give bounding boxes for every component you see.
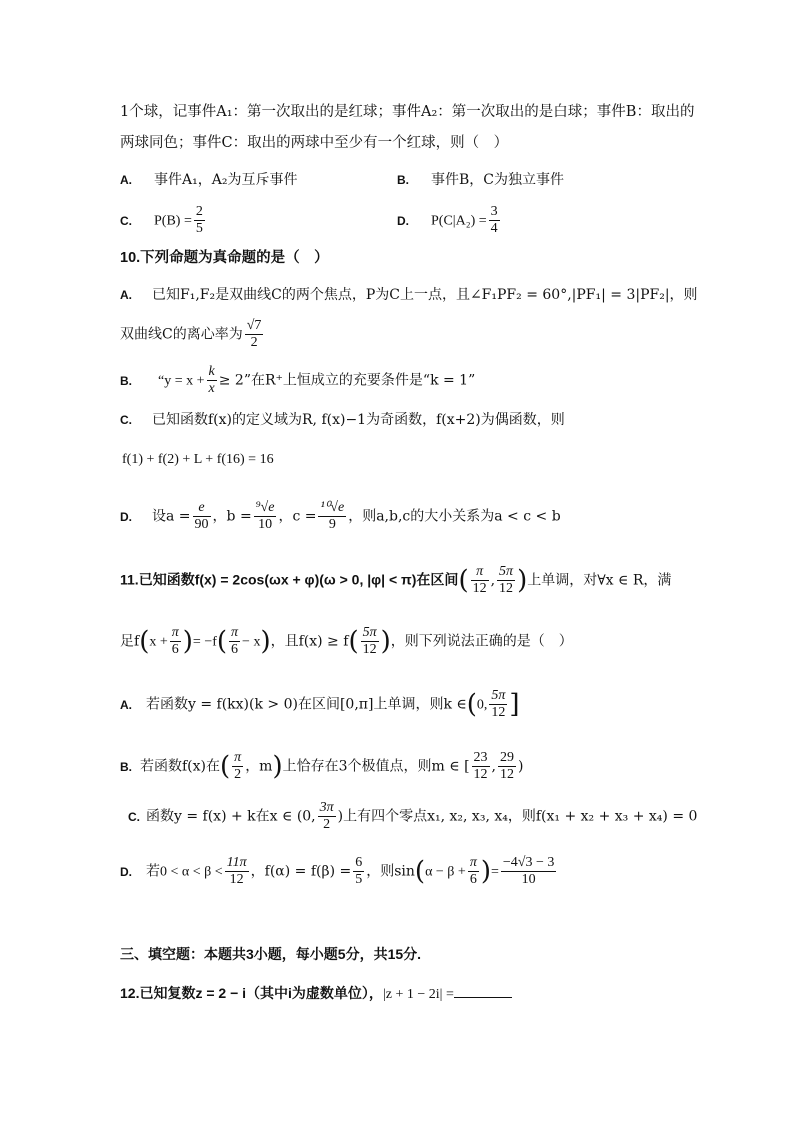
question-text: 上单调，对∀x ∈ R，满 <box>527 572 672 589</box>
math-text: = −f <box>192 634 217 650</box>
option-text: 已知函数f(x)的定义域为R, f(x)−1为奇函数，f(x+2)为偶函数，则 <box>152 412 565 428</box>
fraction <box>471 564 489 597</box>
fraction <box>472 750 490 783</box>
fraction <box>353 855 364 888</box>
option-text: 双曲线C的离心率为 <box>120 326 243 343</box>
numerator: 11π <box>226 855 247 870</box>
q11-option-d <box>120 855 558 888</box>
numerator: π <box>171 625 179 640</box>
math-text: − x <box>242 634 261 650</box>
question-text: ，则下列说法正确的是（ ） <box>390 633 573 650</box>
q9-stem-line1: 1个球，记事件A₁：第一次取出的是红球；事件A₂：第一次取出的是白球；事件B：取出的 <box>120 104 695 120</box>
denominator: 12 <box>473 767 488 782</box>
denominator: 12 <box>229 872 244 887</box>
q9-option-b <box>397 170 564 190</box>
fraction <box>318 500 346 533</box>
option-text: 上恰存在3个极值点，则m ∈ [ <box>282 758 470 775</box>
bracket: ( <box>348 626 359 657</box>
numerator: π <box>471 564 489 581</box>
denominator: 4 <box>490 221 498 236</box>
option-label: C. <box>128 809 140 824</box>
option-text: 已知F₁,F₂是双曲线C的两个焦点，P为C上一点，且∠F₁PF₂ = 60°,|PF₁| = 3|PF₂|，则 <box>152 287 698 303</box>
option-label: C. <box>120 413 132 427</box>
numerator: 5π <box>499 564 514 579</box>
q11-option-a <box>120 688 520 721</box>
denominator: 12 <box>472 581 487 596</box>
fraction <box>193 500 211 533</box>
option-math: P(B) = <box>154 213 192 229</box>
bracket: ) <box>380 626 391 657</box>
denominator: 2 <box>234 767 242 782</box>
q9-option-c <box>120 204 207 237</box>
option-text: 事件B，C为独立事件 <box>431 172 564 188</box>
option-label: D. <box>120 864 132 879</box>
option-text: 设a = <box>152 508 191 525</box>
numerator: e <box>193 500 211 517</box>
denominator: x <box>208 381 215 396</box>
q10-option-d <box>120 500 561 533</box>
option-text: ，c = <box>278 508 317 525</box>
question-text: 11.已知函数f(x) = 2cos(ωx + φ)(ω > 0, |φ| < π)在区间 <box>120 571 459 588</box>
denominator: 6 <box>231 642 239 657</box>
denominator: 12 <box>499 581 514 596</box>
denominator: 12 <box>500 767 514 782</box>
bracket: ) <box>517 565 528 596</box>
numerator: 5π <box>362 625 377 640</box>
numerator: √7 <box>246 318 262 333</box>
fraction <box>207 364 217 397</box>
option-math: “y = x + <box>158 373 205 389</box>
option-label: A. <box>120 697 132 712</box>
bracket: ( <box>458 565 469 596</box>
q12-stem <box>120 983 512 1005</box>
denominator: 5 <box>355 872 363 887</box>
q10-option-a <box>120 285 698 305</box>
q11-stem-line1: 11.已知函数f(x) = 2cos(ωx + φ)(ω > 0, |φ| < π)在区间( $\frac{\pi}{12}$ , $\frac{5\pi}{12}$ )上单调，对∀x ∈ R，满 <box>120 564 672 596</box>
q10-stem <box>120 248 329 268</box>
math-text: ，m <box>245 758 273 775</box>
fraction <box>361 625 379 658</box>
denominator: 9 <box>328 517 336 532</box>
bracket: ) <box>182 626 193 657</box>
option-label: B. <box>120 759 132 774</box>
denominator: 10 <box>258 517 273 532</box>
option-label: C. <box>120 213 132 228</box>
numerator: ⁹√e <box>255 500 275 515</box>
denominator: 6 <box>469 872 477 887</box>
numerator: 23 <box>473 750 488 765</box>
fraction <box>229 625 240 658</box>
denominator: 90 <box>194 517 209 532</box>
option-text: 事件A₁，A₂为互斥事件 <box>154 172 298 188</box>
bracket: ( <box>466 689 477 720</box>
denominator: 6 <box>171 642 179 657</box>
q10-option-c <box>120 410 565 430</box>
bracket: ( <box>216 626 228 657</box>
denominator: 2 <box>323 817 331 832</box>
option-text: 若函数y = f(kx)(k > 0)在区间[0,π]上单调，则k ∈ <box>146 696 467 713</box>
answer-blank[interactable] <box>454 983 512 998</box>
option-label: A. <box>120 288 132 302</box>
question-text: 12.已知复数z = 2 − i（其中i为虚数单位）， <box>120 985 383 1001</box>
q9-option-a <box>120 170 297 190</box>
numerator: π <box>234 750 242 765</box>
q11-option-b: B. 若函数f(x)在( $\frac{\pi}{2}$ ，m)上恰存在3个极值点，则m ∈ [ $\frac{23}{12}$ , $\frac{29}{12}$ ) <box>120 750 524 782</box>
math-text: 0, <box>476 697 488 713</box>
fraction <box>245 318 264 351</box>
option-label: B. <box>397 173 409 187</box>
fraction <box>497 564 515 597</box>
fraction <box>468 855 479 888</box>
numerator: k <box>208 364 215 379</box>
math-text: α − β + <box>425 864 466 880</box>
fraction <box>170 625 181 658</box>
q9-option-d <box>397 204 502 237</box>
option-text: ，b = <box>212 508 252 525</box>
fraction <box>489 204 500 237</box>
question-text: ，且f(x) ≥ f <box>270 633 349 650</box>
denominator: 2 <box>250 335 258 350</box>
option-label: D. <box>120 509 132 524</box>
option-label: A. <box>120 173 132 187</box>
q10-option-b <box>120 364 475 397</box>
numerator: 3 <box>490 204 498 219</box>
math-text: |z + 1 − 2i| = <box>382 987 454 1002</box>
option-text: ，则a,b,c的大小关系为a < c < b <box>348 508 561 525</box>
fraction <box>225 855 249 888</box>
bracket: ( <box>414 856 426 887</box>
fraction <box>501 855 556 888</box>
option-text: ，f(α) = f(β) = <box>250 863 352 880</box>
math-text: 若0 < α < β < <box>146 864 223 880</box>
numerator: 6 <box>355 855 363 870</box>
bracket: ( <box>139 626 150 657</box>
fraction <box>254 500 277 533</box>
bracket: ( <box>220 751 231 782</box>
bracket: ] <box>509 689 520 720</box>
math-text: x + <box>149 634 168 650</box>
option-text: 若函数f(x)在 <box>140 758 221 775</box>
bracket: ) <box>480 856 491 887</box>
q10-option-c-line2: f(1) + f(2) + L + f(16) = 16 <box>122 452 274 467</box>
option-text: ≥ 2”在R⁺上恒成立的充要条件是“k = 1” <box>218 372 476 389</box>
numerator: −4√3 − 3 <box>502 855 555 870</box>
q9-stem-line2: 两球同色；事件C：取出的两球中至少有一个红球，则（ ） <box>120 135 509 151</box>
numerator: 29 <box>500 750 514 765</box>
denominator: 12 <box>362 642 377 657</box>
q11-stem-line2 <box>120 625 573 658</box>
option-label: D. <box>397 213 409 228</box>
fraction <box>489 688 507 721</box>
bracket: ) <box>260 626 271 657</box>
option-text: 函数y = f(x) + k在x ∈ (0, <box>146 808 316 825</box>
question-text: 10.下列命题为真命题的是（ ） <box>120 250 329 266</box>
numerator: 3π <box>319 800 334 815</box>
q11-option-c <box>128 800 697 833</box>
fraction <box>318 800 336 833</box>
numerator: ¹⁰√e <box>320 500 345 515</box>
option-math: P(C|A₂) = <box>431 213 487 229</box>
question-text: 足f <box>120 633 140 650</box>
fraction <box>498 750 516 783</box>
option-text: ，则sin <box>366 863 415 880</box>
option-label: B. <box>120 373 132 388</box>
fraction <box>194 204 205 237</box>
q10-option-a-line2 <box>120 318 265 351</box>
numerator: 2 <box>195 204 203 219</box>
denominator: 12 <box>491 705 506 720</box>
fraction <box>232 750 243 783</box>
numerator: π <box>469 855 477 870</box>
numerator: π <box>231 625 239 640</box>
math-text: = <box>490 864 499 880</box>
option-text: )上有四个零点x₁, x₂, x₃, x₄，则f(x₁ + x₂ + x₃ + x₄) = 0 <box>337 808 698 825</box>
denominator: 10 <box>521 872 536 887</box>
numerator: 5π <box>491 688 506 703</box>
bracket: ) <box>272 751 283 782</box>
section-heading: 三、填空题：本题共3小题，每小题5分，共15分. <box>120 946 422 962</box>
denominator: 5 <box>195 221 203 236</box>
